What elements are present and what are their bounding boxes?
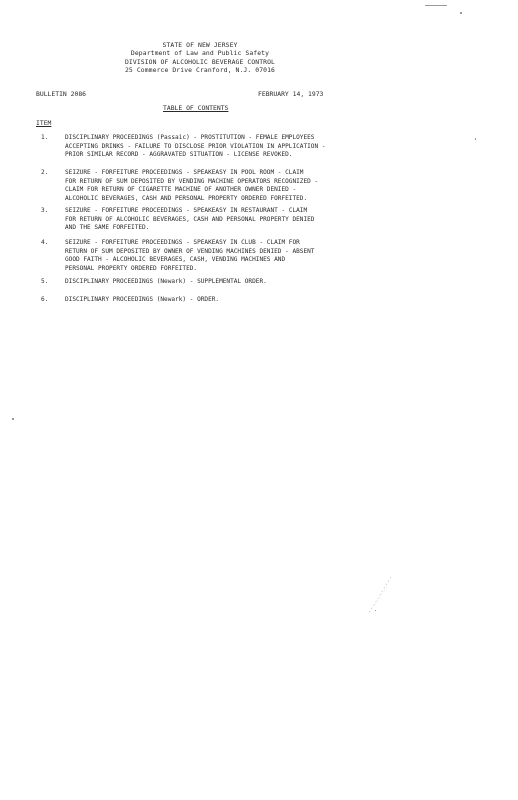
scan-speck: [475, 138, 476, 140]
item-description: [65, 207, 355, 233]
item-line: ALCOHOLIC BEVERAGES, CASH AND PERSONAL PROPERTY ORDERED FORFEITED.: [65, 194, 308, 202]
letterhead-address: 25 Commerce Drive Cranford, N.J. 07016: [124, 66, 275, 75]
item-column-heading: ITEM: [36, 119, 52, 127]
letterhead-department: Department of Law and Public Safety: [130, 49, 270, 58]
bulletin-number: BULLETIN 2086: [36, 90, 87, 98]
table-of-contents-title: TABLE OF CONTENTS: [163, 104, 229, 112]
item-line: ACCEPTING DRINKS - FAILURE TO DISCLOSE PRIOR VIOLATION IN APPLICATION -: [65, 142, 326, 150]
item-description: [65, 296, 355, 305]
letterhead: [100, 41, 300, 75]
item-line: FOR RETURN OF ALCOHOLIC BEVERAGES, CASH AND PERSONAL PROPERTY DENIED: [65, 215, 315, 223]
item-description: [65, 239, 355, 273]
item-number: 6.: [41, 296, 49, 303]
item-line: SEIZURE - FORFEITURE PROCEEDINGS - SPEAKEASY IN RESTAURANT - CLAIM: [65, 207, 308, 214]
item-line: DISCIPLINARY PROCEEDINGS (Newark) - SUPPLEMENTAL ORDER.: [65, 278, 267, 285]
item-line: FOR RETURN OF SUM DEPOSITED BY VENDING MACHINE OPERATORS RECOGNIZED -: [65, 177, 319, 185]
item-number: 2.: [41, 169, 49, 176]
item-line: CLAIM FOR RETURN OF CIGARETTE MACHINE OF ANOTHER OWNER DENIED -: [65, 186, 297, 194]
item-description: [65, 134, 355, 160]
item-line: PRIOR SIMILAR RECORD - AGGRAVATED SITUATION - LICENSE REVOKED.: [65, 151, 293, 159]
item-number: 5.: [41, 278, 49, 285]
item-line: DISCIPLINARY PROCEEDINGS (Newark) - ORDER.: [65, 296, 220, 303]
letterhead-division: DIVISION OF ALCOHOLIC BEVERAGE CONTROL: [124, 57, 275, 66]
scan-streak: [365, 575, 395, 615]
bulletin-date: FEBRUARY 14, 1973: [258, 90, 324, 98]
item-line: PERSONAL PROPERTY ORDERED FORFEITED.: [65, 264, 198, 272]
item-line: DISCIPLINARY PROCEEDINGS (Passaic) - PROSTITUTION - FEMALE EMPLOYEES: [65, 134, 315, 141]
letterhead-state: STATE OF NEW JERSEY: [162, 41, 238, 49]
item-line: AND THE SAME FORFEITED.: [65, 224, 150, 232]
scan-speck: [12, 418, 14, 420]
item-number: 4.: [41, 239, 49, 246]
item-number: 3.: [41, 207, 49, 214]
item-line: SEIZURE - FORFEITURE PROCEEDINGS - SPEAKEASY IN CLUB - CLAIM FOR: [65, 239, 300, 246]
item-description: [65, 169, 355, 203]
scan-speck: [425, 5, 447, 6]
scan-speck: [460, 12, 462, 14]
item-line: SEIZURE - FORFEITURE PROCEEDINGS - SPEAKEASY IN POOL ROOM - CLAIM: [65, 169, 304, 176]
item-line: RETURN OF SUM DEPOSITED BY OWNER OF VENDING MACHINES DENIED - ABSENT: [65, 247, 315, 255]
item-number: 1.: [41, 134, 49, 141]
item-description: [65, 278, 355, 287]
item-line: GOOD FAITH - ALCOHOLIC BEVERAGES, CASH, VENDING MACHINES AND: [65, 256, 286, 264]
